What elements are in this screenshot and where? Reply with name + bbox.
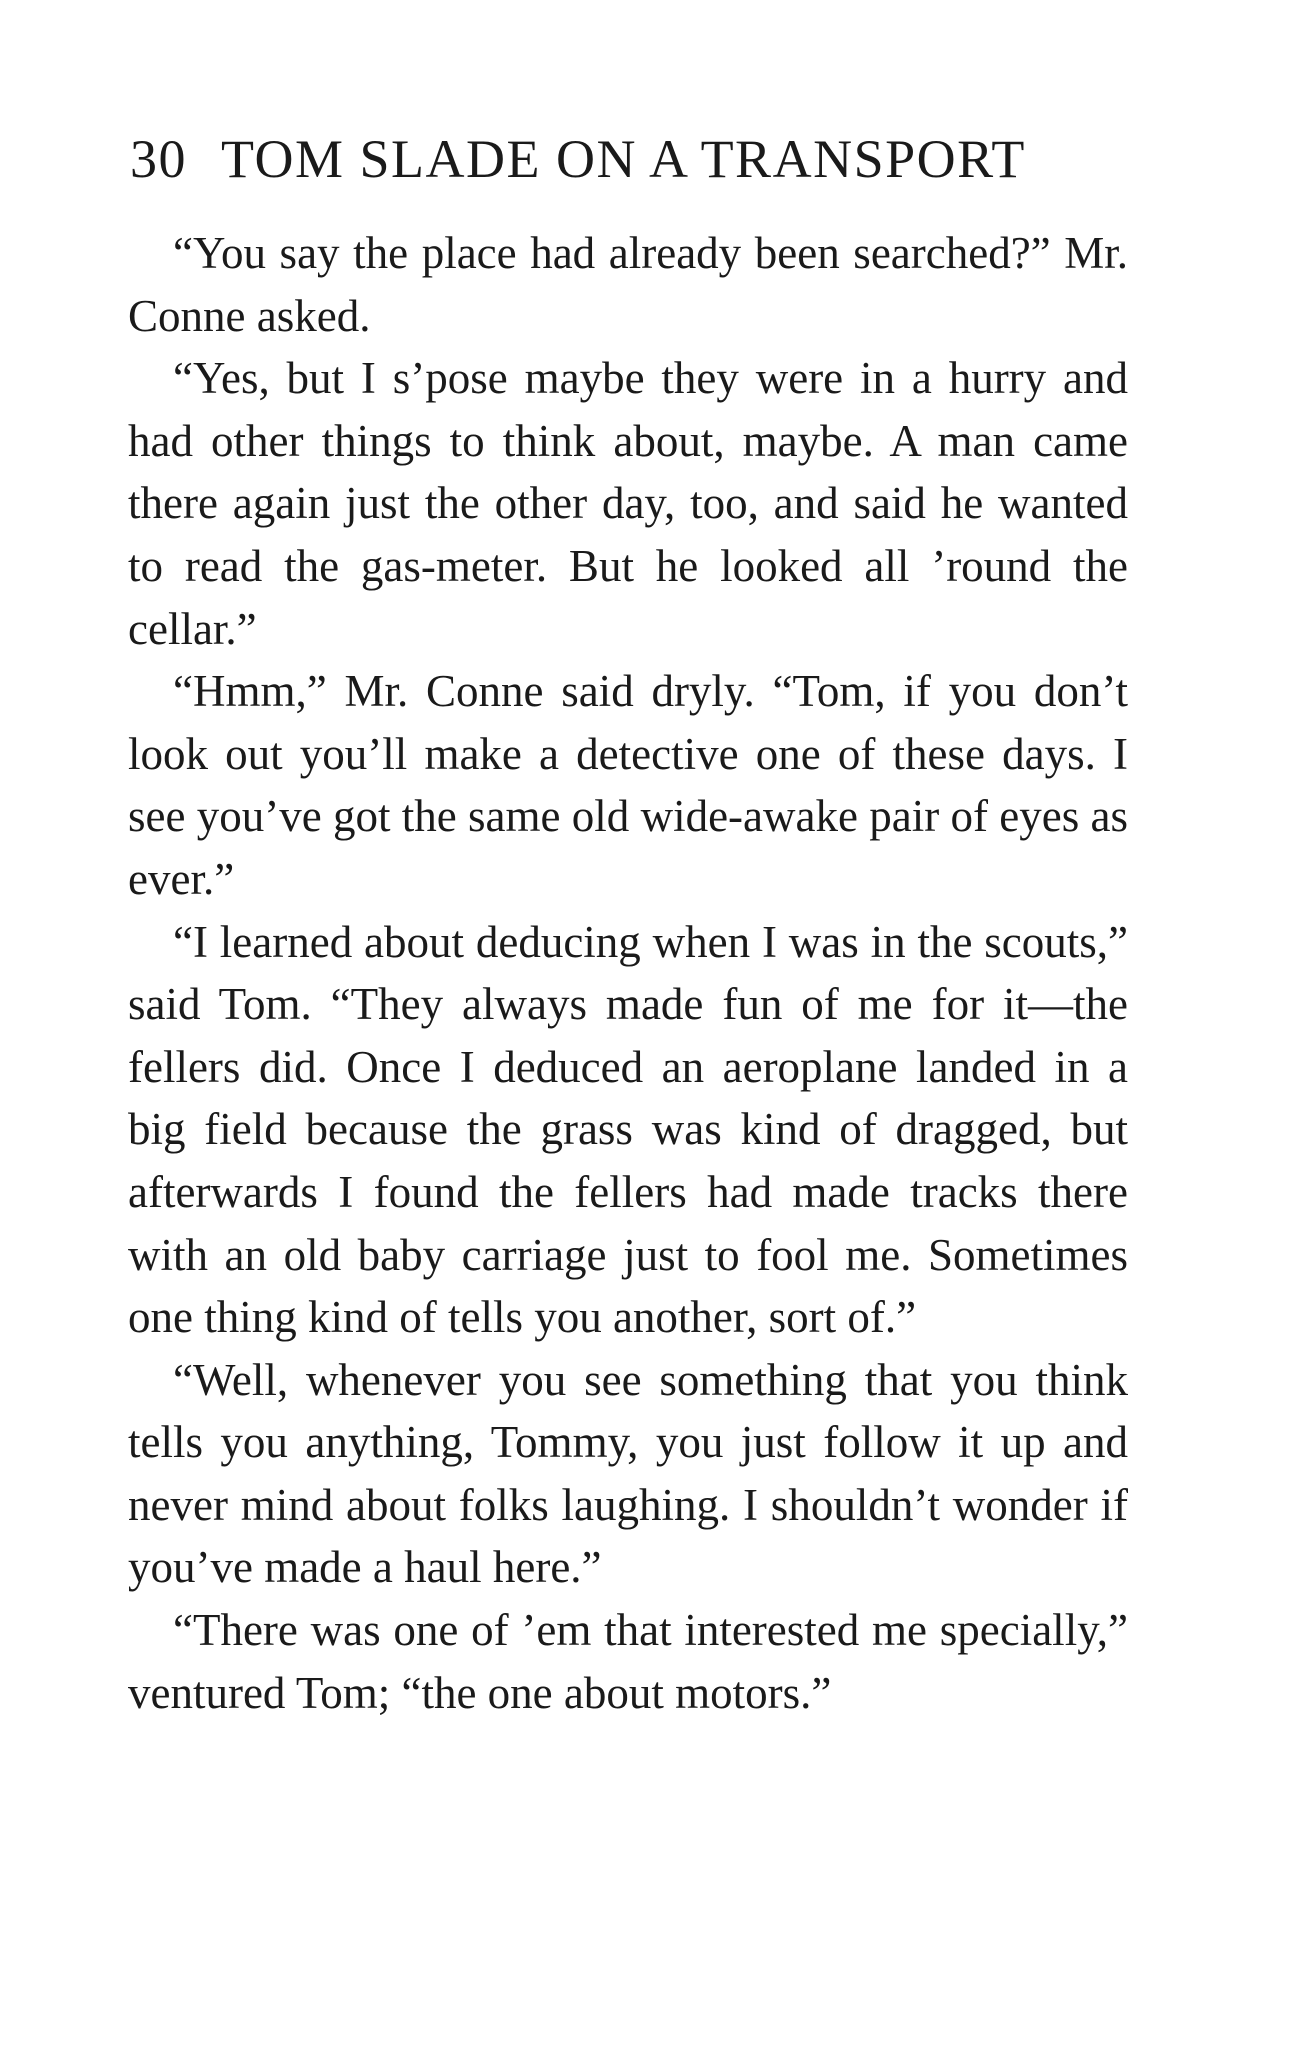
paragraph: “Hmm,” Mr. Conne said dryly. “Tom, if you don’t look out you’ll make a detective one of these days. I see you’ve got the same old wide-awake pair of eyes as ever.” [128, 666, 1128, 904]
page-number: 30 [130, 129, 187, 189]
body-text [128, 222, 1128, 1724]
running-head [130, 129, 1130, 189]
paragraph: “I learned about deducing when I was in the scouts,” said Tom. “They always made fun of me for it—the fellers did. Once I deduced an aeroplane landed in a big field because the grass was kind of dragged, but afterwards I found the fellers had made tracks there with an old baby carriage just to fool me. Sometimes one thing kind of tells you another, sort of.” [128, 916, 1128, 1343]
paragraph: “Yes, but I s’pose maybe they were in a hurry and had other things to think about, maybe. A man came there again just the other day, too, and said he wanted to read the gas-meter. But he looked all ’round the cellar.” [128, 353, 1128, 654]
paragraph: “Well, whenever you see something that you think tells you anything, Tommy, you just follow it up and never mind about folks laughing. I shouldn’t wonder if you’ve made a haul here.” [128, 1354, 1128, 1593]
running-title: TOM SLADE ON A TRANSPORT [221, 129, 1026, 189]
paragraph: “There was one of ’em that interested me specially,” ventured Tom; “the one about motors.” [128, 1605, 1128, 1718]
paragraph: “You say the place had already been searched?” Mr. Conne asked. [128, 228, 1128, 341]
